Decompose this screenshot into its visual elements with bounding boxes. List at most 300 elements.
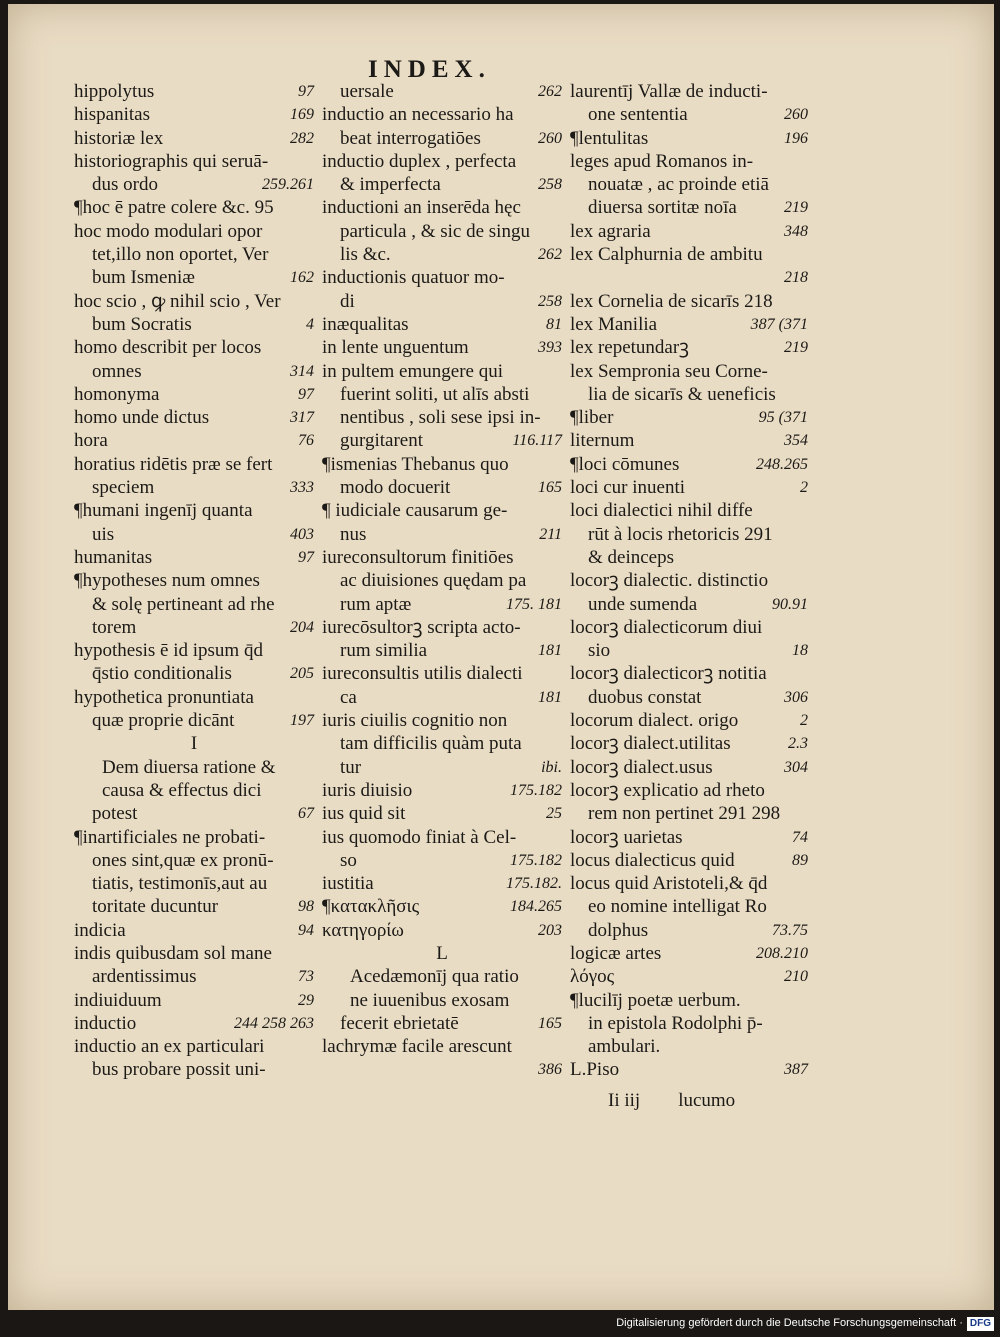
entry-term: uis [92, 523, 115, 545]
entry-page-ref: 74 [792, 828, 808, 846]
index-entry [74, 220, 314, 243]
entry-term: nus [340, 523, 367, 545]
index-entry [570, 756, 808, 779]
index-entry [322, 499, 562, 522]
entry-term: locorum dialect. origo [570, 710, 739, 732]
index-entry [74, 593, 314, 616]
index-entry [74, 546, 314, 569]
entry-page-ref: 98 [298, 898, 314, 916]
index-entry [74, 849, 314, 872]
entry-term: I [190, 733, 198, 755]
index-entry [74, 1058, 314, 1081]
entry-term: tam difficilis quàm puta [340, 733, 522, 755]
entry-term: ¶lentulitas [570, 127, 649, 149]
index-entry [322, 1035, 562, 1058]
index-entry [74, 756, 314, 779]
index-entry [322, 919, 562, 942]
section-letter-heading [74, 732, 314, 755]
index-entry [74, 919, 314, 942]
entry-term: ¶loci cōmunes [570, 453, 680, 475]
entry-page-ref: 393 [538, 339, 562, 357]
entry-term: ius quomodo finiat à Cel- [322, 826, 517, 848]
entry-term: L.Piso [570, 1059, 620, 1081]
index-entry [74, 779, 314, 802]
entry-page-ref: 196 [784, 129, 808, 147]
index-entry [74, 499, 314, 522]
entry-page-ref: 258 [538, 176, 562, 194]
entry-term: lex Cornelia de sicarīs 218 [570, 290, 773, 312]
index-entry [74, 895, 314, 918]
index-entry [74, 383, 314, 406]
entry-term: ac diuisiones quędam pa [340, 570, 527, 592]
index-entry [74, 476, 314, 499]
entry-page-ref: 97 [298, 385, 314, 403]
index-entry [322, 523, 562, 546]
entry-term: locorꝫ dialecticorum diui [570, 616, 763, 638]
entry-page-ref: 306 [784, 688, 808, 706]
entry-term: rum aptæ [340, 593, 412, 615]
index-entry [570, 476, 808, 499]
index-entry [570, 1035, 808, 1058]
entry-term: homo unde dictus [74, 407, 210, 429]
entry-term: lex repetundarꝫ [570, 337, 689, 359]
index-entry [74, 127, 314, 150]
entry-page-ref: 262 [538, 246, 562, 264]
index-entry [322, 103, 562, 126]
index-entry [322, 336, 562, 359]
entry-page-ref: 29 [298, 991, 314, 1009]
index-entry [570, 569, 808, 592]
entry-page-ref: 219 [784, 199, 808, 217]
index-entry [322, 593, 562, 616]
entry-term: locorꝫ explicatio ad rheto [570, 779, 765, 801]
entry-page-ref: 73.75 [772, 921, 808, 939]
entry-term: locus quid Aristoteli,& q̄d [570, 873, 768, 895]
index-entry [74, 103, 314, 126]
entry-term: in lente unguentum [322, 337, 469, 359]
index-entry [570, 127, 808, 150]
entry-page-ref: 175.182 [510, 781, 562, 799]
index-entry [322, 290, 562, 313]
index-entry [570, 872, 808, 895]
index-entry [74, 616, 314, 639]
index-entry [570, 290, 808, 313]
index-entry [570, 336, 808, 359]
index-entry [322, 476, 562, 499]
index-entry [570, 709, 808, 732]
entry-page-ref: 387 (371 [750, 315, 808, 333]
entry-page-ref: 184.265 [510, 898, 562, 916]
entry-page-ref: 175.182. [506, 875, 562, 893]
index-entry [570, 639, 808, 662]
index-entry [322, 546, 562, 569]
entry-term: locus dialecticus quid [570, 849, 735, 871]
index-entry [570, 103, 808, 126]
entry-term: beat interrogatiōes [340, 127, 481, 149]
index-entry [570, 173, 808, 196]
index-entry [322, 989, 562, 1012]
entry-term: indiuiduum [74, 989, 162, 1011]
index-entry [570, 406, 808, 429]
entry-term: duobus constat [588, 686, 702, 708]
entry-term: in pultem emungere qui [322, 360, 503, 382]
entry-page-ref: 162 [290, 269, 314, 287]
entry-term: inæqualitas [322, 313, 409, 335]
index-entry [570, 453, 808, 476]
signature-catchword: Ii iij lucumo [608, 1090, 736, 1111]
entry-page-ref: 18 [792, 642, 808, 660]
entry-term: causa & effectus dici [102, 779, 262, 801]
entry-page-ref: 260 [538, 129, 562, 147]
index-entry [570, 895, 808, 918]
entry-term: lachrymæ facile arescunt [322, 1036, 512, 1058]
entry-page-ref: 210 [784, 968, 808, 986]
entry-term: rum similia [340, 640, 428, 662]
entry-term: q̄stio conditionalis [92, 663, 232, 685]
entry-term: locorꝫ dialecticorꝫ notitia [570, 663, 767, 685]
index-entry [74, 872, 314, 895]
entry-page-ref: 181 [538, 642, 562, 660]
index-entry [570, 546, 808, 569]
entry-term: Dem diuersa ratione & [102, 756, 276, 778]
index-entry [74, 709, 314, 732]
index-entry [74, 1012, 314, 1035]
index-entry [322, 127, 562, 150]
index-entry [322, 662, 562, 685]
index-entry [570, 989, 808, 1012]
index-entry [570, 313, 808, 336]
entry-term: bum Socratis [92, 313, 192, 335]
entry-term: inductio [74, 1012, 137, 1034]
entry-term: inductio an ex particulari [74, 1036, 265, 1058]
entry-term: sio [588, 640, 611, 662]
index-entry [322, 616, 562, 639]
index-entry [74, 826, 314, 849]
entry-page-ref: 387 [784, 1061, 808, 1079]
entry-term: ca [340, 686, 357, 708]
entry-term: diuersa sortitæ noīa [588, 197, 737, 219]
entry-term: lis &c. [340, 244, 391, 266]
entry-term: inductio duplex , perfecta [322, 150, 517, 172]
index-entry [570, 1012, 808, 1035]
entry-term: indis quibusdam sol mane [74, 942, 272, 964]
entry-term: logicæ artes [570, 942, 662, 964]
index-entry [322, 826, 562, 849]
entry-term: liternum [570, 430, 635, 452]
index-entry [570, 523, 808, 546]
entry-term: hypothetica pronuntiata [74, 686, 254, 708]
entry-term: homonyma [74, 383, 160, 405]
entry-term: locorꝫ dialect.utilitas [570, 733, 731, 755]
entry-term: uersale [340, 81, 394, 102]
entry-page-ref: 259.261 [262, 176, 314, 194]
entry-term: particula , & sic de singu [340, 220, 530, 242]
entry-page-ref: 175.182 [510, 851, 562, 869]
entry-page-ref: 203 [538, 921, 562, 939]
index-entry [74, 1035, 314, 1058]
entry-term: indicia [74, 919, 126, 941]
entry-term: potest [92, 803, 138, 825]
entry-page-ref: 354 [784, 432, 808, 450]
entry-term: iureconsultorum finitiōes [322, 546, 514, 568]
index-entry [570, 150, 808, 173]
entry-term: speciem [92, 477, 155, 499]
entry-term: ¶liber [570, 407, 614, 429]
entry-page-ref: 197 [290, 712, 314, 730]
entry-term: lex agraria [570, 220, 651, 242]
index-entry [322, 150, 562, 173]
entry-term: ardentissimus [92, 966, 197, 988]
entry-term: & imperfecta [340, 174, 441, 196]
index-entry [570, 802, 808, 825]
entry-term: toritate ducuntur [92, 896, 219, 918]
index-entry [322, 80, 562, 103]
entry-term: iureconsultis utilis dialecti [322, 663, 523, 685]
index-entry [570, 616, 808, 639]
index-entry [74, 266, 314, 289]
index-entry [570, 732, 808, 755]
entry-term: ius quid sit [322, 803, 406, 825]
index-entry [322, 779, 562, 802]
index-entry [322, 756, 562, 779]
index-entry [74, 80, 314, 103]
entry-term: horatius ridētis præ se fert [74, 453, 273, 475]
entry-term: locorꝫ dialectic. distinctio [570, 570, 769, 592]
entry-term: ¶ iudiciale causarum ge- [322, 500, 508, 522]
entry-term: nouatæ , ac proinde etiā [588, 174, 769, 196]
entry-term: inductio an necessario ha [322, 104, 514, 126]
entry-page-ref: 386 [538, 1061, 562, 1079]
entry-term: torem [92, 616, 137, 638]
index-entry [570, 429, 808, 452]
index-entry [570, 919, 808, 942]
index-entry [74, 802, 314, 825]
index-entry [570, 686, 808, 709]
index-entry [570, 942, 808, 965]
entry-page-ref: 81 [546, 315, 562, 333]
index-entry [322, 686, 562, 709]
entry-page-ref: 208.210 [756, 944, 808, 962]
entry-term: inductionis quatuor mo- [322, 267, 505, 289]
entry-term: di [340, 290, 355, 312]
entry-page-ref: 2 [800, 479, 808, 497]
index-entry [570, 779, 808, 802]
index-entry [322, 196, 562, 219]
entry-page-ref: 204 [290, 618, 314, 636]
index-entry [74, 290, 314, 313]
book-page [8, 4, 994, 1310]
entry-term: ¶hoc ē patre colere &c. 95 [74, 197, 274, 219]
index-entry [322, 569, 562, 592]
entry-term: locorꝫ uarietas [570, 826, 683, 848]
entry-term: ones sint,quæ ex pronū- [92, 849, 274, 871]
entry-term: & solę pertineant ad rhe [92, 593, 275, 615]
index-entry [322, 220, 562, 243]
entry-term: leges apud Romanos in- [570, 150, 754, 172]
index-entry [74, 313, 314, 336]
index-entry [570, 849, 808, 872]
entry-term: ne iuuenibus exosam [350, 989, 510, 1011]
entry-term: L [436, 942, 448, 964]
index-entry [322, 313, 562, 336]
entry-page-ref: 262 [538, 83, 562, 100]
entry-page-ref: 94 [298, 921, 314, 939]
entry-term: tiatis, testimonīs,aut au [92, 873, 268, 895]
entry-page-ref: 314 [290, 362, 314, 380]
section-letter-heading [322, 942, 562, 965]
entry-page-ref: 165 [538, 479, 562, 497]
index-entry [74, 942, 314, 965]
entry-term: quæ proprie dicānt [92, 710, 235, 732]
index-entry [570, 243, 808, 266]
index-entry [74, 523, 314, 546]
entry-term: ambulari. [588, 1036, 661, 1058]
index-entry [74, 196, 314, 219]
entry-term: inductioni an inserēda hęc [322, 197, 521, 219]
entry-term: fecerit ebrietatē [340, 1012, 459, 1034]
entry-term: omnes [92, 360, 142, 382]
entry-term: lex Calphurnia de ambitu [570, 244, 763, 266]
entry-page-ref: 403 [290, 525, 314, 543]
entry-page-ref: 333 [290, 479, 314, 497]
entry-term: ¶humani ingenīj quanta [74, 500, 253, 522]
index-entry [322, 1012, 562, 1035]
entry-term: iuris diuisio [322, 779, 413, 801]
entry-page-ref: 260 [784, 106, 808, 124]
index-entry [322, 429, 562, 452]
entry-term: dus ordo [92, 174, 158, 196]
entry-page-ref: 218 [784, 269, 808, 287]
entry-page-ref: 165 [538, 1014, 562, 1032]
index-entry [74, 686, 314, 709]
index-column-3 [570, 80, 808, 1082]
index-entry [570, 826, 808, 849]
index-entry [322, 802, 562, 825]
index-entry [322, 266, 562, 289]
entry-term: ¶κατακλῆσις [322, 896, 420, 918]
entry-term: bus probare possit uni- [92, 1059, 266, 1081]
entry-term: ¶ismenias Thebanus quo [322, 453, 509, 475]
footer-credit [616, 1313, 994, 1333]
entry-term: in epistola Rodolphi p̄- [588, 1012, 763, 1034]
entry-page-ref: 95 (371 [758, 409, 808, 427]
entry-term: laurentīj Vallæ de inducti- [570, 81, 768, 102]
entry-term: gurgitarent [340, 430, 424, 452]
entry-term: κατηγορίω [322, 919, 404, 941]
index-entry [74, 639, 314, 662]
index-entry [570, 593, 808, 616]
index-entry [322, 872, 562, 895]
index-entry [74, 360, 314, 383]
entry-term: hoc scio , ꝙ nihil scio , Ver [74, 290, 281, 312]
index-entry [74, 569, 314, 592]
entry-page-ref: 282 [290, 129, 314, 147]
entry-term: ¶inartificiales ne probati- [74, 826, 266, 848]
index-entry [570, 220, 808, 243]
index-entry [322, 849, 562, 872]
index-entry [322, 453, 562, 476]
entry-page-ref: 317 [290, 409, 314, 427]
entry-term: one sententia [588, 104, 688, 126]
index-entry [74, 989, 314, 1012]
entry-term: so [340, 849, 357, 871]
index-column-1 [74, 80, 314, 1082]
entry-term: modo docuerit [340, 477, 451, 499]
index-entry [570, 80, 808, 103]
entry-term: iustitia [322, 873, 374, 895]
entry-term: fuerint soliti, ut alīs absti [340, 383, 530, 405]
entry-page-ref: 97 [298, 548, 314, 566]
entry-page-ref: 116.117 [512, 432, 562, 450]
index-entry [570, 196, 808, 219]
entry-page-ref: 205 [290, 665, 314, 683]
index-entry [322, 732, 562, 755]
index-entry [570, 1058, 808, 1081]
entry-term: hora [74, 430, 108, 452]
entry-term: eo nomine intelligat Ro [588, 896, 767, 918]
index-entry [570, 499, 808, 522]
index-entry [570, 662, 808, 685]
entry-term: unde sumenda [588, 593, 698, 615]
entry-page-ref: 248.265 [756, 455, 808, 473]
entry-page-ref: 2 [800, 712, 808, 730]
index-entry [74, 173, 314, 196]
entry-term: ¶hypotheses num omnes [74, 570, 260, 592]
entry-page-ref: 258 [538, 292, 562, 310]
footer-text: Digitalisierung gefördert durch die Deutsche Forschungsgemeinschaft · [616, 1317, 963, 1329]
entry-term: iurecōsultorꝫ scripta acto- [322, 616, 521, 638]
index-entry [74, 336, 314, 359]
entry-page-ref: 169 [290, 106, 314, 124]
entry-term: λόγος [570, 966, 615, 988]
index-entry [570, 266, 808, 289]
index-entry [322, 173, 562, 196]
entry-page-ref: 90.91 [772, 595, 808, 613]
index-entry [322, 1058, 562, 1081]
entry-term: rūt à locis rhetoricis 291 [588, 523, 773, 545]
index-entry [74, 453, 314, 476]
entry-page-ref: 181 [538, 688, 562, 706]
entry-term: dolphus [588, 919, 649, 941]
entry-term: tet,illo non oportet, Ver [92, 244, 269, 266]
index-entry [74, 243, 314, 266]
entry-term: historiographis qui seruā- [74, 150, 269, 172]
entry-page-ref: 25 [546, 805, 562, 823]
entry-term: lia de sicarīs & ueneficis [588, 383, 776, 405]
dfg-logo-icon: DFG [967, 1317, 994, 1331]
entry-term: bum Ismeniæ [92, 267, 195, 289]
index-entry [322, 709, 562, 732]
entry-page-ref: 97 [298, 83, 314, 100]
index-entry [74, 965, 314, 988]
index-entry [322, 895, 562, 918]
entry-page-ref: ibi. [541, 758, 562, 776]
index-entry [322, 243, 562, 266]
entry-page-ref: 4 [306, 315, 314, 333]
entry-page-ref: 73 [298, 968, 314, 986]
entry-term: hispanitas [74, 104, 150, 126]
entry-term: lex Manilia [570, 313, 658, 335]
entry-term: & deinceps [588, 546, 675, 568]
entry-page-ref: 2.3 [788, 735, 808, 753]
entry-term: historiæ lex [74, 127, 164, 149]
index-entry [74, 150, 314, 173]
index-entry [74, 429, 314, 452]
entry-term: homo describit per locos [74, 337, 262, 359]
entry-term: loci cur inuenti [570, 477, 686, 499]
index-entry [322, 360, 562, 383]
entry-term: loci dialectici nihil diffe [570, 500, 753, 522]
